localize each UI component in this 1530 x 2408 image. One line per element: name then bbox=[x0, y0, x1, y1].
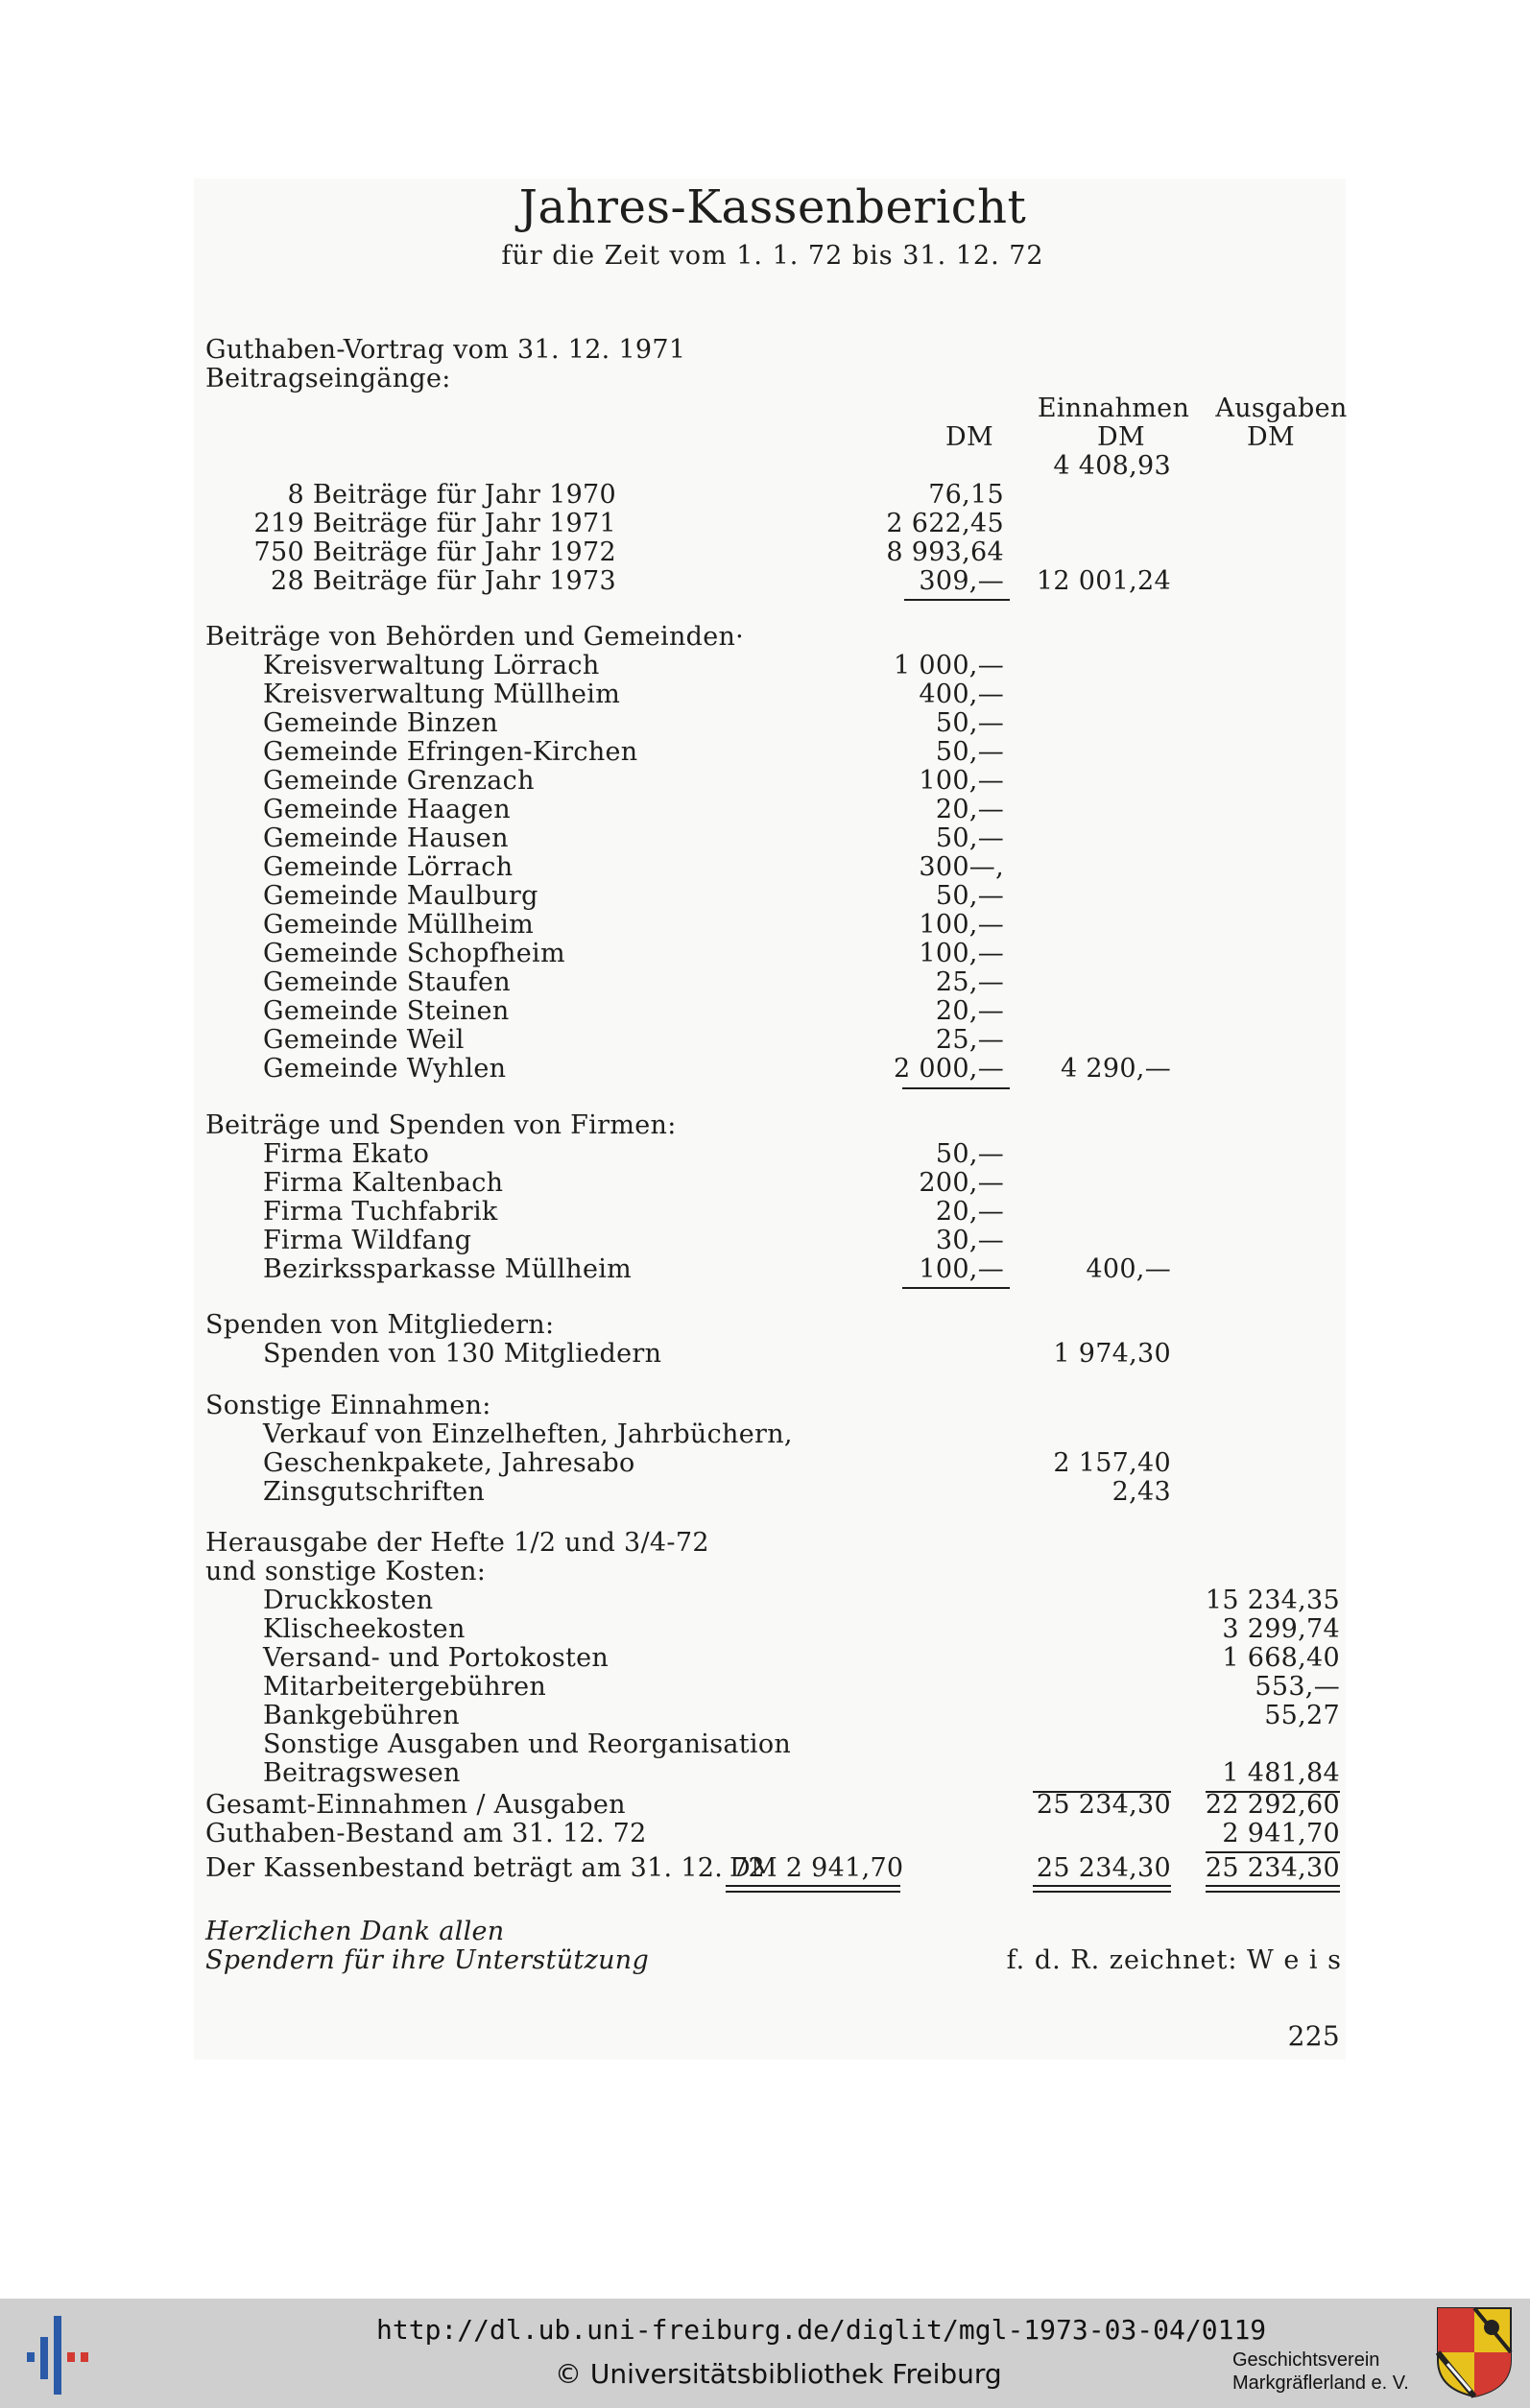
guthaben-label: Guthaben-Bestand am 31. 12. 72 bbox=[205, 1819, 647, 1848]
list-item: Gemeinde Haagen bbox=[263, 795, 511, 824]
list-item-value: 300—, bbox=[919, 852, 1004, 882]
list-item-value: 20,— bbox=[935, 1197, 1004, 1227]
list-item: Firma Wildfang bbox=[263, 1226, 472, 1255]
list-item-value: 30,— bbox=[935, 1226, 1004, 1255]
list-item-value: 100,— bbox=[919, 939, 1004, 968]
dank-line: Spendern für ihre Unterstützung bbox=[205, 1945, 650, 1975]
firmen-total: 400,— bbox=[1086, 1254, 1171, 1284]
spenden-text: Spenden von 130 Mitgliedern bbox=[263, 1339, 662, 1369]
sonstige-line: Verkauf von Einzelheften, Jahrbüchern, bbox=[263, 1419, 793, 1449]
list-item: Bankgebühren bbox=[263, 1701, 460, 1730]
col-dm-header: DM bbox=[1097, 422, 1145, 452]
list-item: Gemeinde Staufen bbox=[263, 967, 511, 997]
list-item-value: 50,— bbox=[935, 1139, 1004, 1169]
list-item: Gemeinde Maulburg bbox=[263, 881, 538, 911]
list-item: Gemeinde Schopfheim bbox=[263, 939, 565, 968]
gesamt-label: Gesamt-Einnahmen / Ausgaben bbox=[205, 1790, 626, 1820]
list-item: 8 Beiträge für Jahr 1970 bbox=[287, 480, 616, 510]
list-item: Mitarbeitergebühren bbox=[263, 1672, 547, 1702]
col-dm-header: DM bbox=[1247, 422, 1295, 452]
list-item-value: 3 299,74 bbox=[1222, 1614, 1340, 1644]
guthaben-value: 2 941,70 bbox=[1222, 1819, 1340, 1848]
gesamt-ausgaben: 22 292,60 bbox=[1205, 1790, 1340, 1820]
list-item-value: 50,— bbox=[935, 708, 1004, 738]
list-item: Gemeinde Hausen bbox=[263, 823, 509, 853]
list-item: Firma Ekato bbox=[263, 1139, 430, 1169]
society-name: Markgräflerland e. V. bbox=[1232, 2372, 1409, 2394]
firmen-heading: Beiträge und Spenden von Firmen: bbox=[205, 1110, 677, 1140]
list-item-value: 15 234,35 bbox=[1205, 1585, 1340, 1615]
list-item: Gemeinde Grenzach bbox=[263, 766, 535, 796]
list-item-value: 1 000,— bbox=[894, 651, 1004, 680]
coat-of-arms-icon bbox=[1436, 2306, 1513, 2398]
list-item-value: 309,— bbox=[919, 566, 1004, 596]
kasse-einnahmen: 25 234,30 bbox=[1036, 1853, 1171, 1883]
behoerden-heading: Beiträge von Behörden und Gemeinden· bbox=[205, 622, 745, 652]
list-item: Versand- und Portokosten bbox=[263, 1643, 610, 1673]
ausgaben-sonst: Sonstige Ausgaben und Reorganisation bbox=[263, 1729, 792, 1759]
list-item-value: 8 993,64 bbox=[886, 537, 1004, 567]
sonstige-line: Zinsgutschriften bbox=[263, 1477, 486, 1507]
ausgaben-sonst-value: 1 481,84 bbox=[1222, 1758, 1340, 1788]
document-subtitle: für die Zeit vom 1. 1. 72 bis 31. 12. 72 bbox=[501, 241, 1044, 271]
list-item: Druckkosten bbox=[263, 1585, 434, 1615]
ausgaben-sonst: Beitragswesen bbox=[263, 1758, 461, 1788]
ausgaben-heading: und sonstige Kosten: bbox=[205, 1557, 487, 1586]
spenden-heading: Spenden von Mitgliedern: bbox=[205, 1310, 555, 1340]
list-item: 219 Beiträge für Jahr 1971 bbox=[253, 509, 616, 538]
list-item-value: 1 668,40 bbox=[1222, 1643, 1340, 1673]
behoerden-total: 4 290,— bbox=[1061, 1054, 1171, 1084]
society-name: Geschichtsverein bbox=[1232, 2349, 1380, 2371]
footer-copyright: © Universitätsbibliothek Freiburg bbox=[555, 2358, 1002, 2390]
list-item-value: 100,— bbox=[919, 766, 1004, 796]
list-item-value: 25,— bbox=[935, 1025, 1004, 1055]
beitraege-total: 12 001,24 bbox=[1036, 566, 1171, 596]
sonstige-heading: Sonstige Einnahmen: bbox=[205, 1391, 491, 1420]
document-title: Jahres-Kassenbericht bbox=[518, 180, 1027, 234]
list-item: Gemeinde Binzen bbox=[263, 708, 498, 738]
sonstige-value: 2,43 bbox=[1112, 1477, 1171, 1507]
list-item-value: 553,— bbox=[1255, 1672, 1340, 1702]
list-item: Firma Tuchfabrik bbox=[263, 1197, 498, 1227]
beitragseingaenge-heading: Beitragseingänge: bbox=[205, 364, 451, 393]
sonstige-value: 2 157,40 bbox=[1053, 1448, 1171, 1478]
list-item-value: 2 622,45 bbox=[886, 509, 1004, 538]
list-item: Klischeekosten bbox=[263, 1614, 466, 1644]
page-number: 225 bbox=[1287, 2020, 1340, 2052]
col-ausgaben-header: Ausgaben bbox=[1215, 393, 1348, 423]
signature: f. d. R. zeichnet: W e i s bbox=[1006, 1945, 1342, 1975]
list-item: Kreisverwaltung Lörrach bbox=[263, 651, 600, 680]
list-item-value: 55,27 bbox=[1264, 1701, 1340, 1730]
gesamt-einnahmen: 25 234,30 bbox=[1036, 1790, 1171, 1820]
dank-line: Herzlichen Dank allen bbox=[205, 1917, 505, 1946]
list-item-value: 2 000,— bbox=[894, 1054, 1004, 1084]
list-item: 28 Beiträge für Jahr 1973 bbox=[271, 566, 616, 596]
vortrag-label: Guthaben-Vortrag vom 31. 12. 1971 bbox=[205, 335, 686, 365]
double-rule bbox=[726, 1885, 900, 1893]
subtotal-rule bbox=[902, 1087, 1010, 1089]
sonstige-line: Geschenkpakete, Jahresabo bbox=[263, 1448, 635, 1478]
col-dm-header: DM bbox=[945, 422, 993, 452]
list-item: Gemeinde Lörrach bbox=[263, 852, 514, 882]
subtotal-rule bbox=[902, 1287, 1010, 1289]
list-item: Bezirkssparkasse Müllheim bbox=[263, 1254, 633, 1284]
list-item: 750 Beiträge für Jahr 1972 bbox=[253, 537, 616, 567]
kasse-value: DM 2 941,70 bbox=[729, 1853, 904, 1883]
list-item-value: 25,— bbox=[935, 967, 1004, 997]
ub-logo-icon bbox=[19, 2314, 96, 2395]
list-item: Gemeinde Steinen bbox=[263, 996, 510, 1026]
list-item-value: 100,— bbox=[919, 910, 1004, 940]
footer-url[interactable]: http://dl.ub.uni-freiburg.de/diglit/mgl-1973-03-04/0119 bbox=[376, 2314, 1267, 2346]
double-rule bbox=[1033, 1885, 1171, 1893]
vortrag-value: 4 408,93 bbox=[1053, 451, 1171, 481]
list-item-value: 50,— bbox=[935, 737, 1004, 767]
list-item-value: 200,— bbox=[919, 1168, 1004, 1198]
list-item-value: 76,15 bbox=[928, 480, 1004, 510]
list-item: Gemeinde Weil bbox=[263, 1025, 465, 1055]
spenden-value: 1 974,30 bbox=[1053, 1339, 1171, 1369]
col-einnahmen-header: Einnahmen bbox=[1037, 393, 1190, 423]
kasse-label: Der Kassenbestand beträgt am 31. 12. 72 bbox=[205, 1853, 765, 1883]
list-item-value: 400,— bbox=[919, 679, 1004, 709]
subtotal-rule bbox=[904, 599, 1010, 601]
list-item-value: 50,— bbox=[935, 823, 1004, 853]
list-item-value: 50,— bbox=[935, 881, 1004, 911]
list-item-value: 20,— bbox=[935, 795, 1004, 824]
list-item-value: 100,— bbox=[919, 1254, 1004, 1284]
list-item: Gemeinde Müllheim bbox=[263, 910, 535, 940]
ausgaben-heading: Herausgabe der Hefte 1/2 und 3/4-72 bbox=[205, 1528, 709, 1558]
list-item-value: 20,— bbox=[935, 996, 1004, 1026]
footer-bar bbox=[0, 2299, 1530, 2408]
double-rule bbox=[1206, 1885, 1340, 1893]
list-item: Kreisverwaltung Müllheim bbox=[263, 679, 621, 709]
list-item: Gemeinde Efringen-Kirchen bbox=[263, 737, 638, 767]
list-item: Gemeinde Wyhlen bbox=[263, 1054, 507, 1084]
kasse-ausgaben: 25 234,30 bbox=[1205, 1853, 1340, 1883]
list-item: Firma Kaltenbach bbox=[263, 1168, 504, 1198]
